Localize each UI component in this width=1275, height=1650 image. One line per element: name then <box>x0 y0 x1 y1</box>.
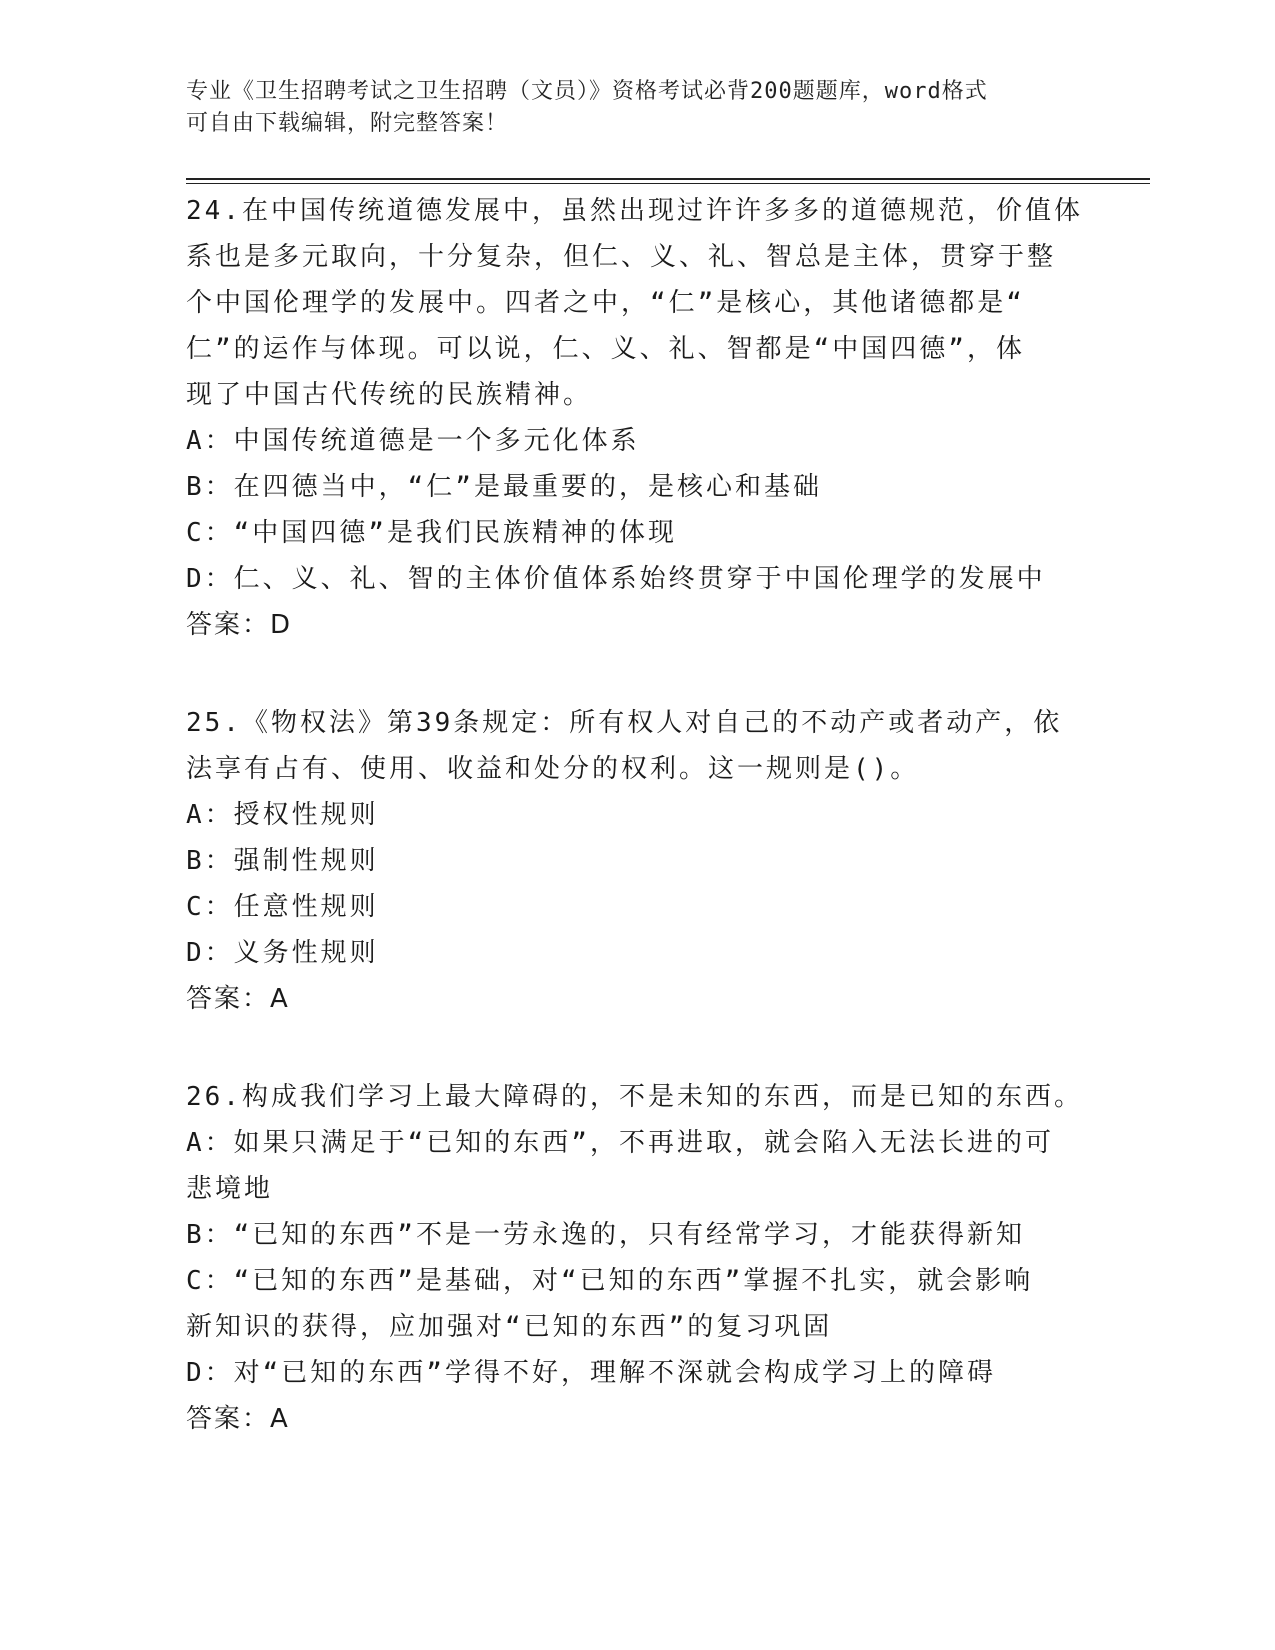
option-b: B：在四德当中，“仁”是最重要的，是核心和基础 <box>186 472 822 502</box>
header-divider-thin <box>186 183 1150 184</box>
option-b: B：强制性规则 <box>186 846 379 876</box>
question-stem-line: 系也是多元取向，十分复杂，但仁、义、礼、智总是主体，贯穿于整 <box>186 242 1057 272</box>
option-c: C：任意性规则 <box>186 892 379 922</box>
option-d: D：对“已知的东西”学得不好，理解不深就会构成学习上的障碍 <box>186 1358 996 1388</box>
question-stem-line: 26.构成我们学习上最大障碍的，不是未知的东西，而是已知的东西。 <box>186 1082 1083 1112</box>
header-divider-thick <box>186 178 1150 180</box>
option-b: B：“已知的东西”不是一劳永逸的，只有经常学习，才能获得新知 <box>186 1220 1025 1250</box>
option-d: D：义务性规则 <box>186 938 379 968</box>
option-a: A：中国传统道德是一个多元化体系 <box>186 426 640 456</box>
question-list <box>186 188 1086 1494</box>
question-26 <box>186 1074 1086 1442</box>
question-stem-line: 个中国伦理学的发展中。四者之中，“仁”是核心，其他诸德都是“ <box>186 288 1025 318</box>
option-c: C：“已知的东西”是基础，对“已知的东西”掌握不扎实，就会影响 <box>186 1266 1034 1296</box>
option-c: C：“中国四德”是我们民族精神的体现 <box>186 518 677 548</box>
answer-label: 答案：A <box>186 984 290 1014</box>
option-d: D：仁、义、礼、智的主体价值体系始终贯穿于中国伦理学的发展中 <box>186 564 1046 594</box>
header-line-2: 可自由下载编辑，附完整答案！ <box>186 111 509 136</box>
question-25 <box>186 700 1086 1022</box>
question-stem-line: 现了中国古代传统的民族精神。 <box>186 380 593 410</box>
option-a: A：授权性规则 <box>186 800 379 830</box>
document-header <box>186 76 1066 140</box>
header-line-1: 专业《卫生招聘考试之卫生招聘（文员）》资格考试必背200题题库，word格式 <box>186 79 988 104</box>
question-stem-line: 25.《物权法》第39条规定：所有权人对自己的不动产或者动产，依 <box>186 708 1063 738</box>
question-24 <box>186 188 1086 648</box>
answer-label: 答案：D <box>186 610 293 640</box>
option-c-continued: 新知识的获得，应加强对“已知的东西”的复习巩固 <box>186 1312 833 1342</box>
option-a: A：如果只满足于“已知的东西”，不再进取，就会陷入无法长进的可 <box>186 1128 1054 1158</box>
answer-label: 答案：A <box>186 1404 290 1434</box>
option-a-continued: 悲境地 <box>186 1174 274 1204</box>
question-stem-line: 仁”的运作与体现。可以说，仁、义、礼、智都是“中国四德”，体 <box>186 334 1025 364</box>
question-stem-line: 法享有占有、使用、收益和处分的权利。这一规则是()。 <box>186 754 920 784</box>
question-stem-line: 24.在中国传统道德发展中，虽然出现过许许多多的道德规范，价值体 <box>186 196 1083 226</box>
